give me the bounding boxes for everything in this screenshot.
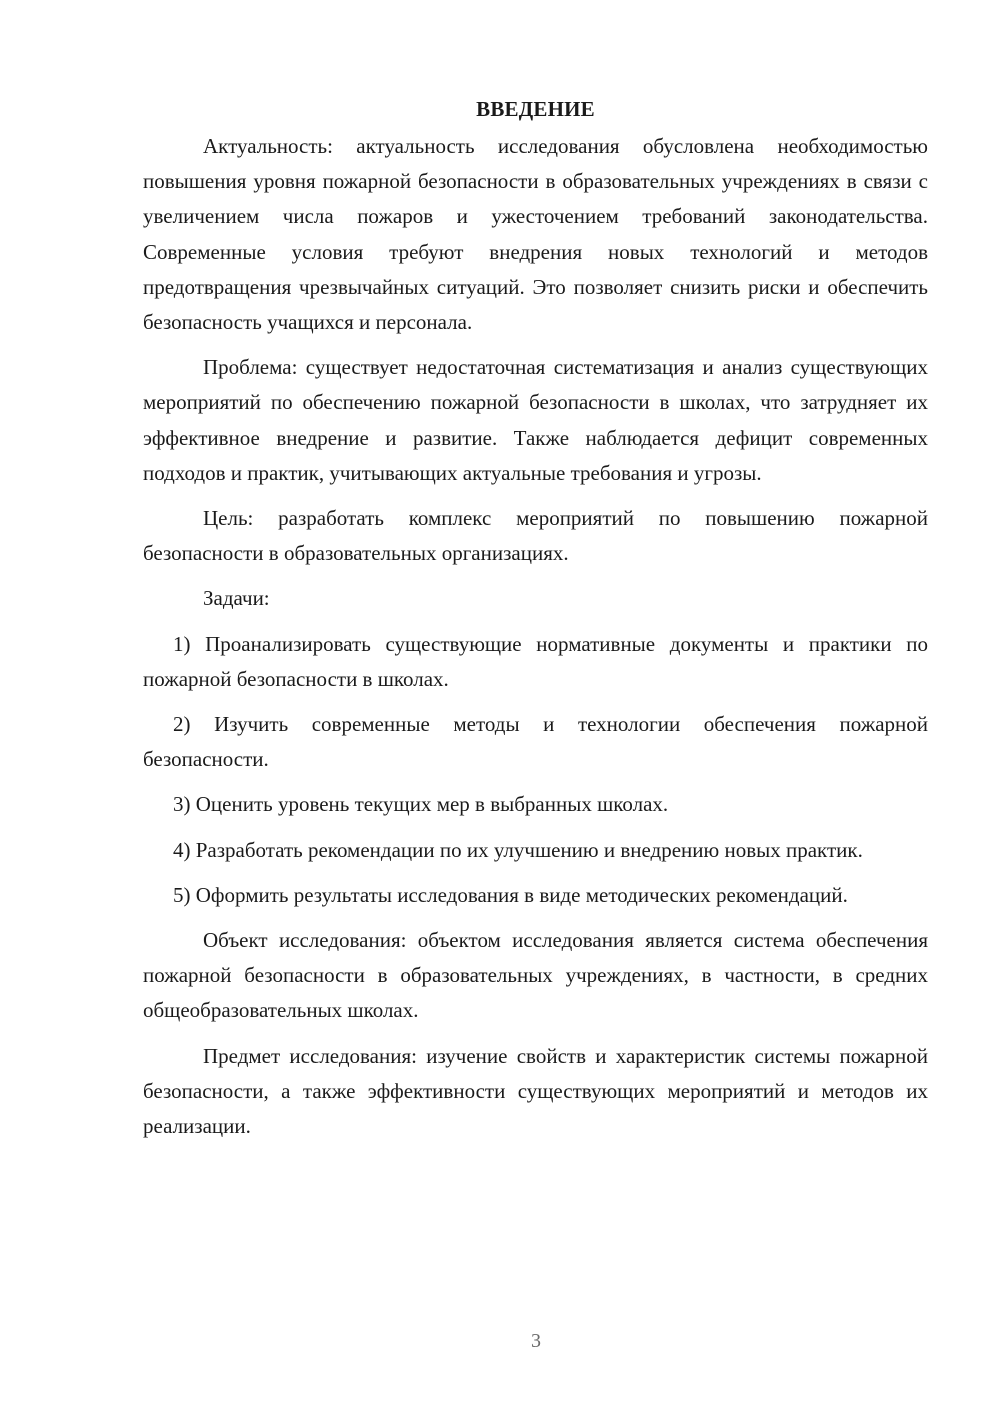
tasks-heading: Задачи: — [203, 586, 270, 611]
paragraph-goal: Цель: разработать комплекс мероприятий по повышению пожарной безопасности в образовательных организациях. — [143, 506, 928, 566]
task-item-1: 1) Проанализировать существующие нормативные документы и практики по пожарной безопасности в школах. — [143, 631, 928, 691]
task-item-4: 4) Разработать рекомендации по их улучшению и внедрению новых практик. — [173, 837, 863, 862]
task-item-3: 3) Оценить уровень текущих мер в выбранных школах. — [173, 792, 669, 817]
task-item-2: 2) Изучить современные методы и технологии обеспечения пожарной безопасности. — [143, 712, 928, 772]
page-number: 3 — [531, 1330, 541, 1352]
paragraph-problem: Проблема: существует недостаточная систематизация и анализ существующих мероприятий по обеспечению пожарной безопасности в школах, что затрудняет их эффективное внедрение и развитие. Также наблюдается дефицит современных подходов и практик, учитывающих актуальные требования и угрозы. — [143, 355, 928, 485]
paragraph-subject: Предмет исследования: изучение свойств и характеристик системы пожарной безопасности, а также эффективности существующих мероприятий и методов их реализации. — [143, 1043, 928, 1139]
page-title: ВВЕДЕНИЕ — [476, 97, 595, 121]
paragraph-relevance: Актуальность: актуальность исследования обусловлена необходимостью повышения уровня пожарной безопасности в образовательных учреждениях в связи с увеличением числа пожаров и ужесточением требований законодательства. Современные условия требуют внедрения новых технологий и методов предотвращения чрезвычайных ситуаций. Это позволяет снизить риски и обеспечить безопасность учащихся и персонала. — [143, 134, 928, 335]
paragraph-object: Объект исследования: объектом исследования является система обеспечения пожарной безопасности в образовательных учреждениях, в частности, в средних общеобразовательных школах. — [143, 928, 928, 1023]
task-item-5: 5) Оформить результаты исследования в виде методических рекомендаций. — [173, 882, 848, 907]
document-page — [143, 92, 928, 1144]
